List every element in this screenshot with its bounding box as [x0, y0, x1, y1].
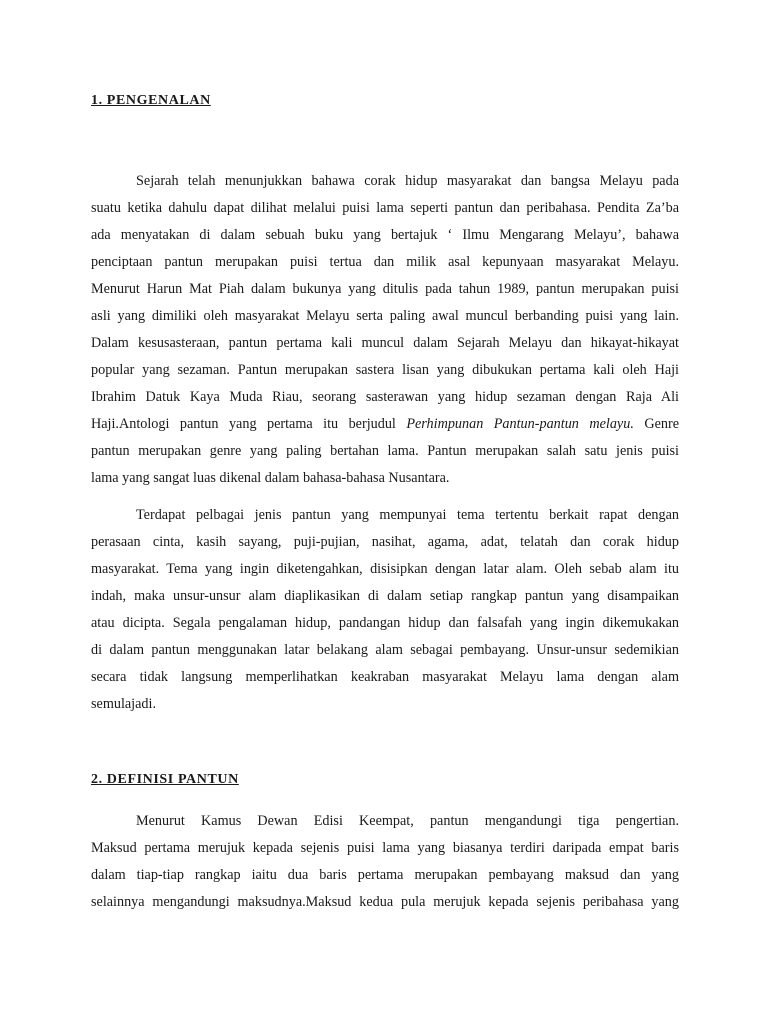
text-line: dalam tiap-tiap rangkap iaitu dua baris pertama merupakan pembayang maksud dan yang — [91, 867, 679, 883]
text-line: asli yang dimiliki oleh masyarakat Melayu serta paling awal muncul berbanding puisi yang lain. — [91, 308, 679, 324]
text-line: secara tidak langsung memperlihatkan keakraban masyarakat Melayu lama dengan alam — [91, 669, 679, 685]
text-line: Sejarah telah menunjukkan bahawa corak hidup masyarakat dan bangsa Melayu pada — [136, 173, 679, 189]
text-line: Menurut Harun Mat Piah dalam bukunya yang ditulis pada tahun 1989, pantun merupakan puisi — [91, 281, 679, 297]
text-line: di dalam pantun menggunakan latar belakang alam sebagai pembayang. Unsur-unsur sedemikian — [91, 642, 679, 658]
text-line: indah, maka unsur-unsur alam diaplikasikan di dalam setiap rangkap pantun yang disampaikan — [91, 588, 679, 604]
text-line: atau dicipta. Segala pengalaman hidup, pandangan hidup dan falsafah yang ingin dikemukakan — [91, 615, 679, 631]
section-heading-pengenalan: 1. PENGENALAN — [91, 93, 211, 108]
text-line: lama yang sangat luas dikenal dalam bahasa-bahasa Nusantara. — [91, 470, 450, 486]
text-line: Menurut Kamus Dewan Edisi Keempat, pantun mengandungi tiga pengertian. — [136, 813, 679, 829]
text-line: Maksud pertama merujuk kepada sejenis puisi lama yang biasanya terdiri daripada empat baris — [91, 840, 679, 856]
text-line: pantun merupakan genre yang paling bertahan lama. Pantun merupakan salah satu jenis puisi — [91, 443, 679, 459]
text-line: perasaan cinta, kasih sayang, puji-pujian, nasihat, agama, adat, telatah dan corak hidup — [91, 534, 679, 550]
text-line: suatu ketika dahulu dapat dilihat melalui puisi lama seperti pantun dan peribahasa. Pendita Za’ba — [91, 200, 679, 216]
text-line: penciptaan pantun merupakan puisi tertua dan milik asal kepunyaan masyarakat Melayu. — [91, 254, 679, 270]
text-line-with-title — [91, 411, 679, 438]
section-heading-definisi-pantun: 2. DEFINISI PANTUN — [91, 772, 239, 787]
text-line: ada menyatakan di dalam sebuah buku yang bertajuk ‘ Ilmu Mengarang Melayu’, bahawa — [91, 227, 679, 243]
text-line: Ibrahim Datuk Kaya Muda Riau, seorang sasterawan yang hidup sezaman dengan Raja Ali — [91, 389, 679, 405]
text-line: popular yang sezaman. Pantun merupakan sastera lisan yang dibukukan pertama kali oleh Haji — [91, 362, 679, 378]
text-line: selainnya mengandungi maksudnya.Maksud kedua pula merujuk kepada sejenis peribahasa yang — [91, 894, 679, 910]
book-title: Perhimpunan Pantun-pantun melayu. — [406, 416, 634, 432]
text-segment: Genre — [633, 416, 679, 432]
paragraph-pengenalan-1 — [91, 168, 679, 492]
text-line: masyarakat. Tema yang ingin diketengahkan, disisipkan dengan latar alam. Oleh sebab alam itu — [91, 561, 679, 577]
text-segment: Haji.Antologi pantun yang pertama itu berjudul — [91, 416, 407, 432]
paragraph-pengenalan-2 — [91, 502, 679, 718]
text-line: semulajadi. — [91, 696, 157, 712]
paragraph-definisi-1 — [91, 808, 679, 916]
text-line: Terdapat pelbagai jenis pantun yang mempunyai tema tertentu berkait rapat dengan — [136, 507, 679, 523]
text-line: Dalam kesusasteraan, pantun pertama kali muncul dalam Sejarah Melayu dan hikayat-hikayat — [91, 335, 679, 351]
